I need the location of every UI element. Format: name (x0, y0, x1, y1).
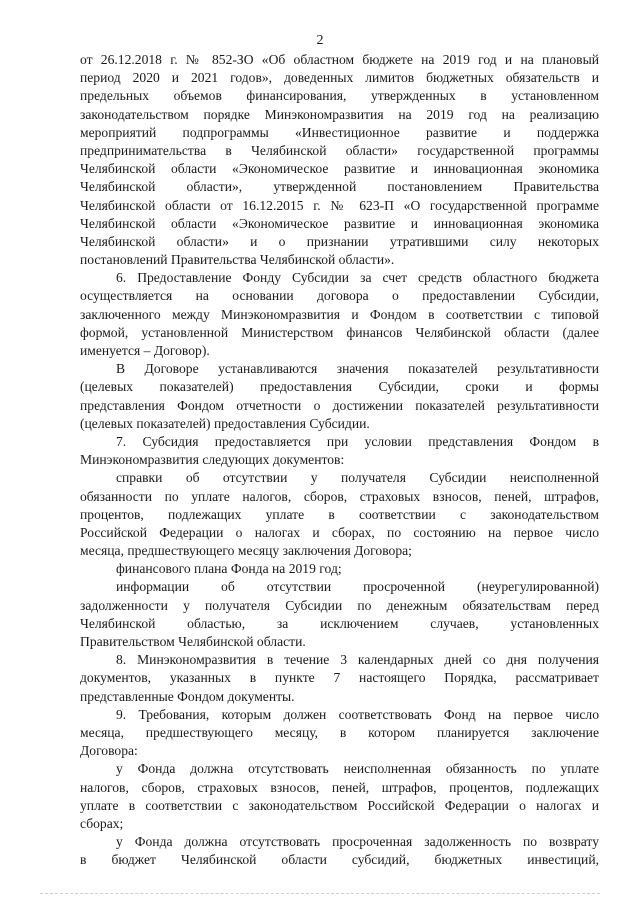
text-line: 9. Требования, которым должен соответствовать Фонд на первое число (116, 706, 599, 722)
text-line: документов, указанных в пункте 7 настоящего Порядка, рассматривает (80, 670, 599, 686)
text-line: (целевых показателей) предоставления Субсидии. (80, 415, 370, 431)
text-line: финансового плана Фонда на 2019 год; (116, 561, 342, 577)
text-line: уплате в соответствии с законодательством Российской Федерации о налогах и (80, 797, 599, 813)
text-line: предельных объемов финансирования, утвержденных в установленном (80, 88, 599, 104)
text-line: предпринимательства в Челябинской области» государственной программы (80, 142, 599, 158)
text-line: постановлений Правительства Челябинской области». (80, 252, 395, 268)
text-line: Челябинской области» и о признании утратившими силу некоторых (80, 233, 599, 249)
page-number: 2 (316, 33, 324, 48)
text-line: Челябинской области от 16.12.2015 г. № 623-П «О государственной программе (80, 197, 599, 213)
text-line: задолженности у получателя Субсидии по денежным обязательствам перед (80, 597, 599, 613)
text-line: осуществляется на основании договора о предоставлении Субсидии, (80, 288, 599, 304)
text-line: Челябинской областью, за исключением случаев, установленных (80, 615, 599, 631)
text-line: процентов, подлежащих уплате в соответствии с законодательством (80, 506, 599, 522)
text-line: Челябинской области», утвержденной постановлением Правительства (80, 179, 599, 195)
document-body (80, 51, 599, 869)
text-line: 8. Минэкономразвития в течение 3 календарных дней со дня получения (116, 652, 599, 668)
text-line: представления Фондом отчетности о достижении показателей результативности (80, 397, 599, 413)
text-line: обязанности по уплате налогов, сборов, страховых взносов, пеней, штрафов, (80, 488, 599, 504)
text-line: сборах; (80, 815, 124, 831)
text-line: от 26.12.2018 г. № 852-ЗО «Об областном бюджете на 2019 год и на плановый (80, 52, 599, 67)
text-line: Минэкономразвития следующих документов: (80, 452, 345, 468)
text-line: В Договоре устанавливаются значения показателей результативности (116, 361, 599, 377)
text-line: 6. Предоставление Фонду Субсидии за счет средств областного бюджета (116, 270, 599, 286)
text-line: именуется – Договор). (80, 343, 210, 358)
text-line: заключенного между Минэкономразвития и Фондом в соответствии с типовой (80, 306, 599, 322)
text-line: мероприятий подпрограммы «Инвестиционное развитие и поддержка (80, 124, 599, 140)
text-line: Правительством Челябинской области. (80, 634, 306, 649)
text-line: справки об отсутствии у получателя Субсидии неисполненной (116, 470, 599, 486)
text-line: представленные Фондом документы. (80, 688, 295, 704)
text-line: (целевых показателей) предоставления Субсидии, сроки и формы (80, 379, 599, 395)
text-line: Челябинской области «Экономическое развитие и инновационная экономика (80, 161, 599, 177)
text-line: месяца, предшествующего месяцу заключения Договора; (80, 543, 412, 559)
text-line: законодательством порядке Минэкономразвития на 2019 год на реализацию (80, 106, 599, 122)
text-line: информации об отсутствии просроченной (неурегулированной) (116, 579, 599, 595)
text-line: Российской Федерации о налогах и сборах, по состоянию на первое число (80, 524, 599, 540)
text-line: формой, установленной Министерством финансов Челябинской области (далее (80, 324, 599, 340)
text-line: 7. Субсидия предоставляется при условии представления Фондом в (116, 433, 599, 449)
text-line: Договора: (80, 743, 138, 759)
text-line: у Фонда должна отсутствовать просроченная задолженность по возврату (116, 834, 599, 850)
text-line: у Фонда должна отсутствовать неисполненная обязанность по уплате (116, 761, 599, 777)
text-line: месяца, предшествующего месяцу, в котором планируется заключение (80, 724, 599, 740)
page-bottom-edge (40, 893, 600, 894)
text-line: Челябинской области «Экономическое развитие и инновационная экономика (80, 215, 599, 231)
text-line: период 2020 и 2021 годов», доведенных лимитов бюджетных обязательств и (80, 70, 599, 86)
text-line: налогов, сборов, страховых взносов, пеней, штрафов, процентов, подлежащих (80, 779, 599, 795)
text-line: в бюджет Челябинской области субсидий, бюджетных инвестиций, (80, 852, 599, 868)
